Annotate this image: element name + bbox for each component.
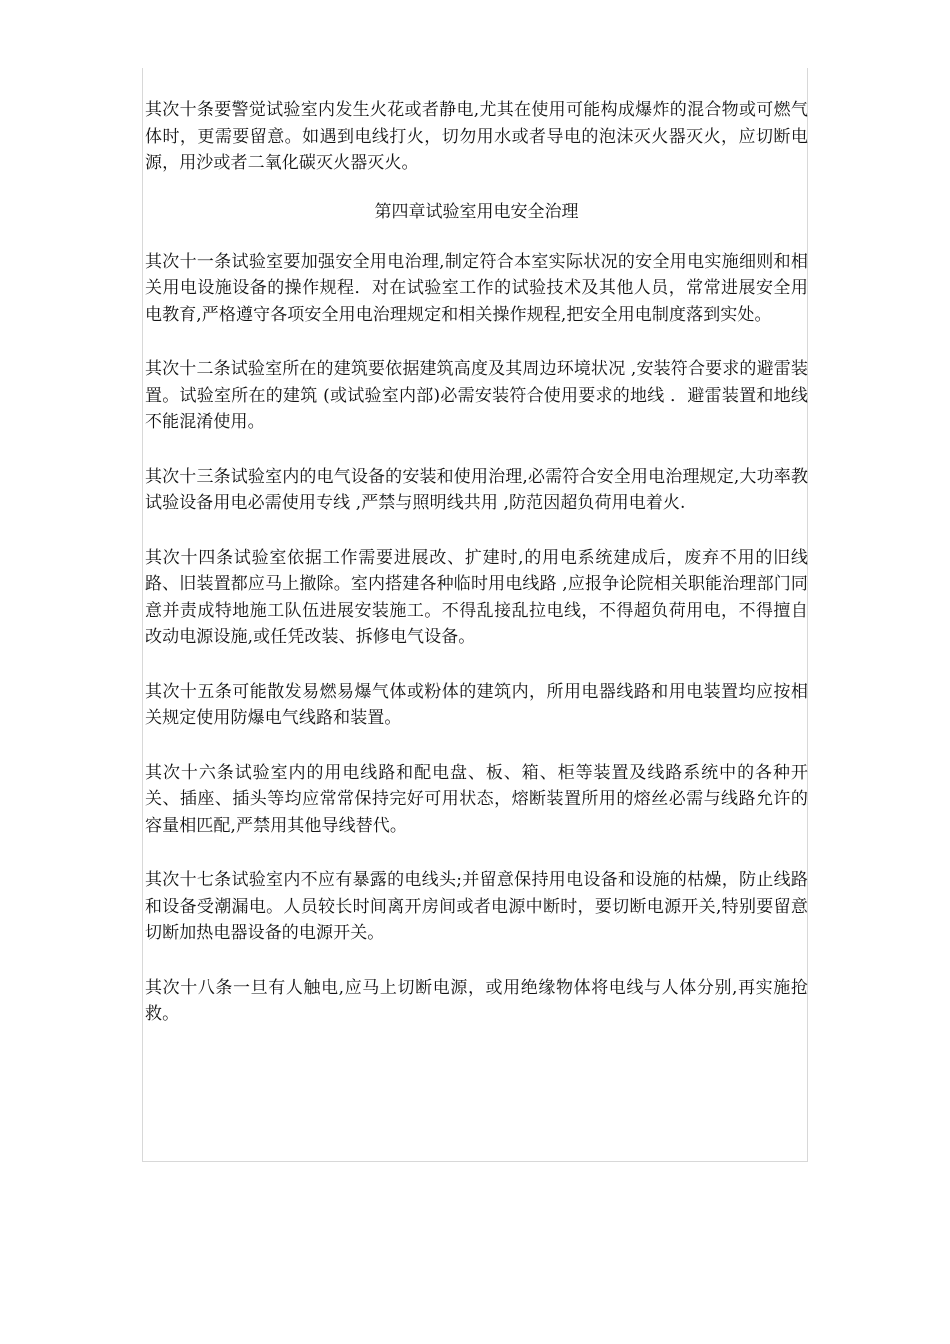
article-21: 其次十一条试验室要加强安全用电治理,制定符合本室实际状况的安全用电实施细则和相关用电设施设备的操作规程．对在试验室工作的试验技术及其他人员，常常进展安全用电教育,严格遵守各项安全用电治理规定和相关操作规程,把安全用电制度落到实处。 <box>145 251 808 325</box>
article-27: 其次十七条试验室内不应有暴露的电线头;并留意保持用电设备和设施的枯燥，防止线路和设备受潮漏电。人员较长时间离开房间或者电源中断时，要切断电源开关,特别要留意切断加热电器设备的电源开关。 <box>145 870 808 943</box>
article-23: 其次十三条试验室内的电气设备的安装和使用治理,必需符合安全用电治理规定,大功率教试验设备用电必需使用专线 ,严禁与照明线共用 ,防范因超负荷用电着火. <box>145 466 808 513</box>
document-body <box>145 97 808 1056</box>
article-22: 其次十二条试验室所在的建筑要依据建筑高度及其周边环境状况 ,安装符合要求的避雷装置。试验室所在的建筑 (或试验室内部)必需安装符合使用要求的地线 ．避雷装置和地线不能混淆使用。 <box>145 359 808 432</box>
article-24: 其次十四条试验室依据工作需要进展改、扩建时,的用电系统建成后，废弃不用的旧线路、旧装置都应马上撤除。室内搭建各种临时用电线路 ,应报争论院相关职能治理部门同意并责成特地施工队伍进展安装施工。不得乱接乱拉电线，不得超负荷用电，不得擅自改动电源设施,或任凭改装、拆修电气设备。 <box>145 547 808 647</box>
chapter-title: 第四章试验室用电安全治理 <box>374 201 579 222</box>
article-26: 其次十六条试验室内的用电线路和配电盘、板、箱、柜等装置及线路系统中的各种开关、插座、插头等均应常常保持完好可用状态，熔断装置所用的熔丝必需与线路允许的容量相匹配,严禁用其他导线替代。 <box>145 762 808 836</box>
article-25: 其次十五条可能散发易燃易爆气体或粉体的建筑内，所用电器线路和用电装置均应按相关规定使用防爆电气线路和装置。 <box>145 681 808 728</box>
article-20: 其次十条要警觉试验室内发生火花或者静电,尤其在使用可能构成爆炸的混合物或可燃气体时，更需要留意。如遇到电线打火，切勿用水或者导电的泡沫灭火器灭火，应切断电源，用沙或者二氧化碳灭火器灭火。 <box>145 100 808 173</box>
article-28: 其次十八条一旦有人触电,应马上切断电源，或用绝缘物体将电线与人体分别,再实施抢救。 <box>145 977 808 1024</box>
